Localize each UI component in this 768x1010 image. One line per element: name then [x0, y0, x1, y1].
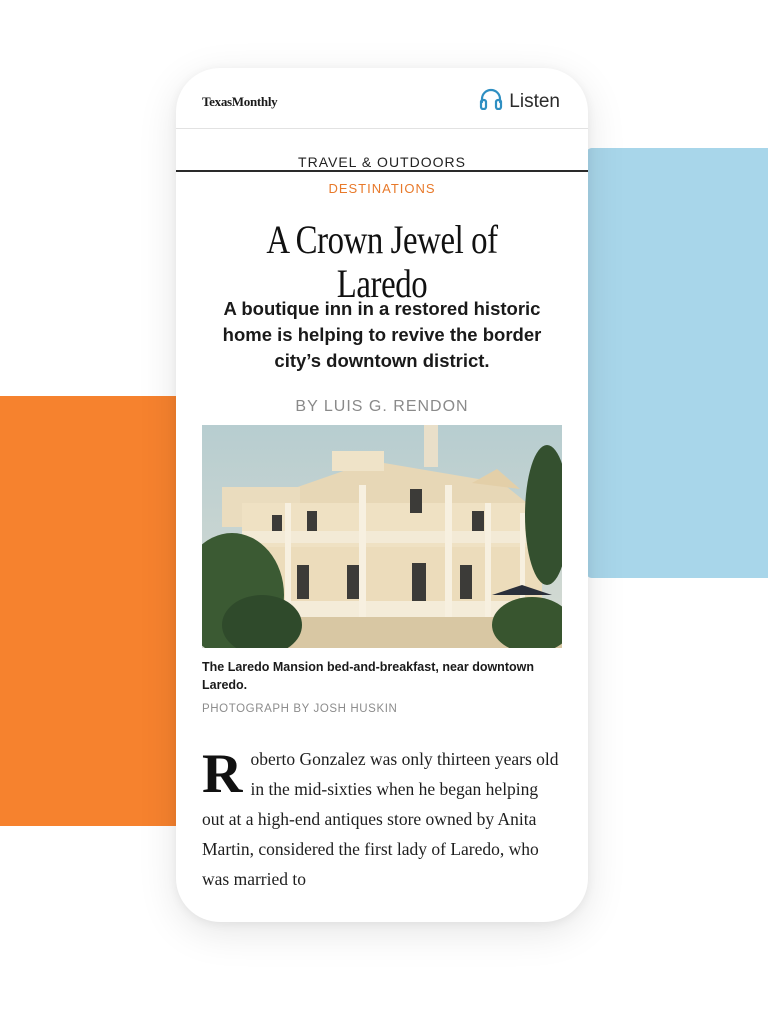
- blue-decoration-block: [586, 148, 768, 578]
- kicker-link[interactable]: DESTINATIONS: [328, 181, 436, 196]
- orange-decoration-block: [0, 396, 180, 826]
- top-bar: [176, 68, 588, 129]
- photo-caption: The Laredo Mansion bed-and-breakfast, near downtown Laredo.: [202, 660, 534, 692]
- mansion-photo-illustration: [202, 425, 562, 648]
- headphones-icon: [479, 88, 503, 115]
- site-logo[interactable]: TexasMonthly: [202, 94, 278, 109]
- listen-label: Listen: [509, 90, 560, 112]
- article-paragraph: oberto Gonzalez was only thirteen years old in the mid-sixties when he began helping out at a high-end antiques store owned by Anita Martin, considered the first lady of Laredo, who was married to: [202, 749, 559, 889]
- section-divider: [176, 170, 588, 172]
- photo-credit: PHOTOGRAPH BY JOSH HUSKIN: [202, 703, 398, 715]
- section-link[interactable]: TRAVEL & OUTDOORS: [298, 154, 466, 170]
- article-headline: A Crown Jewel of Laredo: [266, 217, 498, 306]
- listen-button[interactable]: [479, 88, 560, 115]
- drop-cap: R: [202, 743, 243, 805]
- article-body: [202, 744, 562, 894]
- phone-frame: [176, 68, 588, 922]
- article-dek: A boutique inn in a restored historic home is helping to revive the border city’s downtown district.: [222, 298, 542, 371]
- article-photo: [202, 425, 562, 648]
- article-byline[interactable]: BY LUIS G. RENDON: [295, 398, 469, 415]
